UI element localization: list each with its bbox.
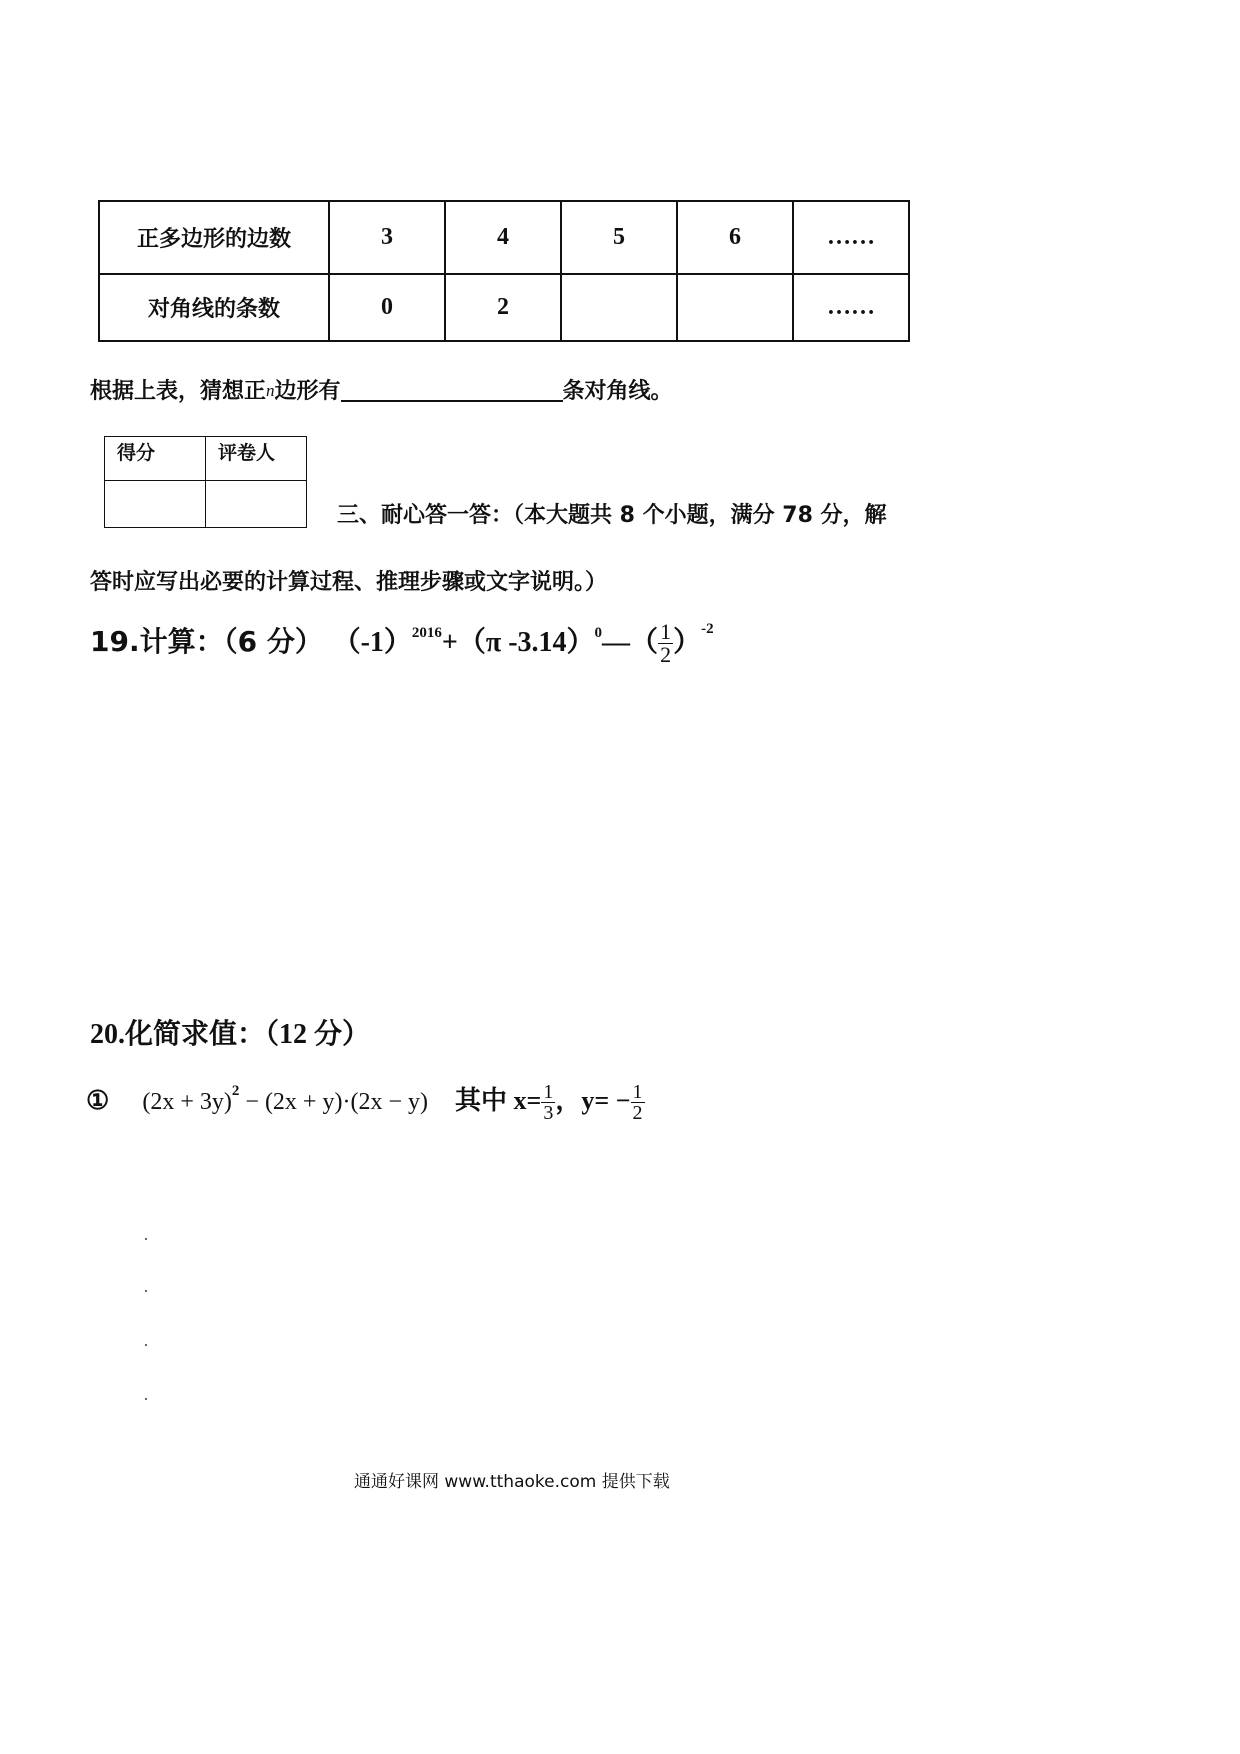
scan-dot bbox=[145, 1398, 147, 1400]
guess-var: n bbox=[266, 381, 275, 400]
q20-y-fraction bbox=[631, 1082, 645, 1123]
answer-blank[interactable] bbox=[341, 376, 563, 402]
cell-diag-ellipsis: …… bbox=[793, 274, 909, 341]
q20-x-num: 1 bbox=[543, 1080, 554, 1103]
guess-line bbox=[90, 374, 673, 405]
q20-expr-a-exp: 2 bbox=[231, 1083, 240, 1099]
q19-frac-den: 2 bbox=[660, 642, 672, 667]
q20-x-den: 3 bbox=[543, 1101, 554, 1124]
row-label-diagonals: 对角线的条数 bbox=[99, 274, 329, 341]
q19-fraction bbox=[658, 621, 673, 666]
scan-dot bbox=[145, 1290, 147, 1292]
q20-circle: ① bbox=[86, 1086, 110, 1116]
q19-exp1: 2016 bbox=[411, 625, 442, 641]
score-cell[interactable] bbox=[105, 481, 206, 528]
q20-x-fraction bbox=[541, 1082, 555, 1123]
q19-term4: ） bbox=[673, 627, 702, 658]
cell-diag-4: 2 bbox=[445, 274, 561, 341]
score-table bbox=[104, 436, 307, 528]
question-20 bbox=[90, 1012, 370, 1052]
q19-frac-num: 1 bbox=[660, 619, 672, 644]
table-row-sides bbox=[99, 201, 909, 274]
question-19 bbox=[90, 620, 714, 666]
q20-label: 20.化简求值：（12 分） bbox=[90, 1019, 371, 1050]
q20-y-den: 2 bbox=[632, 1101, 643, 1124]
q19-exp3: -2 bbox=[701, 621, 714, 637]
q19-term3: —（ bbox=[602, 627, 659, 658]
cell-sides-5: 5 bbox=[561, 201, 677, 274]
cell-diag-5[interactable] bbox=[561, 274, 677, 341]
scan-dot bbox=[145, 1238, 147, 1240]
q19-term2: +（π -3.14） bbox=[441, 627, 595, 658]
cell-diag-6[interactable] bbox=[677, 274, 793, 341]
footer-text: 通通好课网 www.tthaoke.com 提供下载 bbox=[354, 1472, 670, 1492]
cell-sides-4: 4 bbox=[445, 201, 561, 274]
section3-title-line1: 三、耐心答一答：（本大题共 8 个小题，满分 78 分，解 bbox=[337, 503, 887, 528]
q20-expr-b: − (2x + y)·(2x − y) bbox=[239, 1089, 428, 1115]
cell-sides-3: 3 bbox=[329, 201, 445, 274]
q20-where: 其中 x= bbox=[455, 1086, 542, 1115]
polygon-diagonal-table bbox=[98, 200, 910, 342]
table-row-diagonals bbox=[99, 274, 909, 341]
cell-sides-ellipsis: …… bbox=[793, 201, 909, 274]
guess-before: 根据上表，猜想正 bbox=[90, 379, 267, 404]
guess-middle: 边形有 bbox=[274, 379, 341, 404]
score-label: 得分 bbox=[105, 437, 206, 481]
guess-after: 条对角线。 bbox=[562, 379, 673, 404]
q19-label: 19.计算：（6 分） bbox=[90, 625, 323, 658]
q19-term1: （-1） bbox=[332, 627, 412, 658]
row-label-sides: 正多边形的边数 bbox=[99, 201, 329, 274]
q20-y-label: ，y= − bbox=[555, 1086, 631, 1115]
section3-title-line2: 答时应写出必要的计算过程、推理步骤或文字说明。） bbox=[90, 570, 608, 595]
scan-dot bbox=[145, 1344, 147, 1346]
grader-label: 评卷人 bbox=[206, 437, 307, 481]
q20-part1 bbox=[86, 1080, 645, 1123]
cell-diag-3: 0 bbox=[329, 274, 445, 341]
q20-expr-a: (2x + 3y) bbox=[142, 1089, 232, 1115]
q19-exp2: 0 bbox=[594, 625, 603, 641]
q20-y-num: 1 bbox=[632, 1080, 643, 1103]
grader-cell[interactable] bbox=[206, 481, 307, 528]
cell-sides-6: 6 bbox=[677, 201, 793, 274]
